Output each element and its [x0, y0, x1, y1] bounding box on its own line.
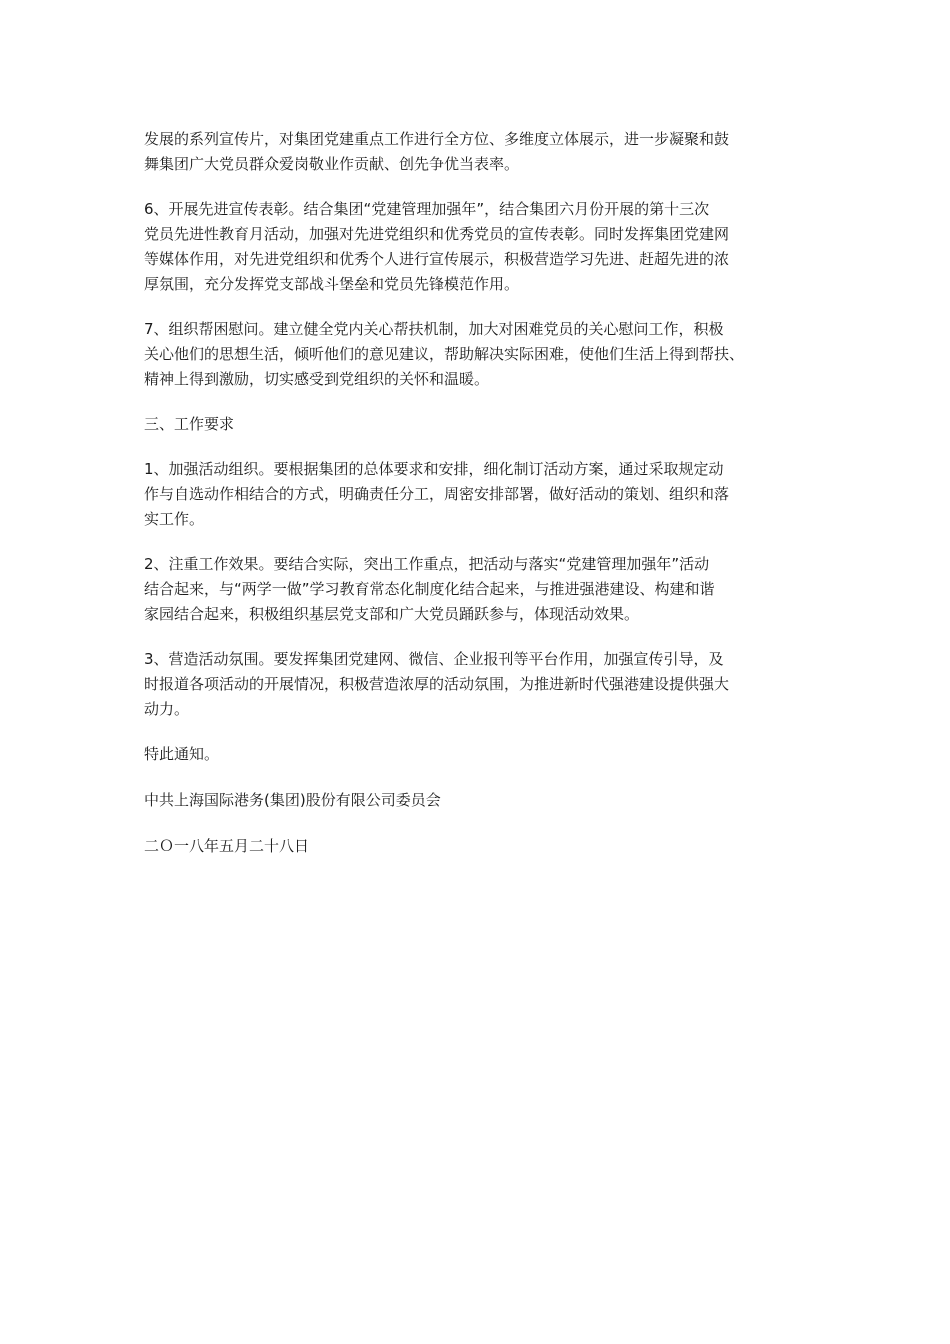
- text-line: 精神上得到激励，切实感受到党组织的关怀和温暖。: [144, 370, 490, 388]
- document-body: [144, 127, 814, 880]
- text-line: 时报道各项活动的开展情况，积极营造浓厚的活动氛围，为推进新时代强港建设提供强大: [144, 675, 730, 693]
- text-line: 结合起来，与“两学一做”学习教育常态化制度化结合起来，与推进强港建设、构建和谐: [144, 580, 715, 598]
- text-line: 动力。: [144, 700, 190, 718]
- text-line: 三、工作要求: [144, 415, 235, 433]
- text-line: 1、加强活动组织。要根据集团的总体要求和安排，细化制订活动方案，通过采取规定动: [144, 460, 724, 478]
- text-line: 6、开展先进宣传表彰。结合集团“党建管理加强年”，结合集团六月份开展的第十三次: [144, 200, 710, 218]
- text-line: 作与自选动作相结合的方式，明确责任分工，周密安排部署，做好活动的策划、组织和落: [144, 485, 730, 503]
- text-line: 发展的系列宣传片，对集团党建重点工作进行全方位、多维度立体展示，进一步凝聚和鼓: [144, 130, 730, 148]
- paragraph-requirement-2: [144, 552, 814, 627]
- section-heading-requirements: [144, 412, 814, 437]
- document-date: 二Ｏ一八年五月二十八日: [144, 837, 310, 855]
- text-line: 关心他们的思想生活，倾听他们的意见建议，帮助解决实际困难，使他们生活上得到帮扶、: [144, 345, 745, 363]
- text-line: 2、注重工作效果。要结合实际，突出工作重点，把活动与落实“党建管理加强年”活动: [144, 555, 710, 573]
- text-line: 党员先进性教育月活动，加强对先进党组织和优秀党员的宣传表彰。同时发挥集团党建网: [144, 225, 730, 243]
- closing-notice: 特此通知。: [144, 745, 220, 763]
- text-line: 等媒体作用，对先进党组织和优秀个人进行宣传展示，积极营造学习先进、赶超先进的浓: [144, 250, 730, 268]
- paragraph-requirement-3: [144, 647, 814, 722]
- signature-organization: 中共上海国际港务(集团)股份有限公司委员会: [144, 791, 441, 809]
- text-line: 舞集团广大党员群众爱岗敬业作贡献、创先争优当表率。: [144, 155, 520, 173]
- paragraph-item-6: [144, 197, 814, 297]
- text-line: 实工作。: [144, 510, 205, 528]
- text-line: 厚氛围，充分发挥党支部战斗堡垒和党员先锋模范作用。: [144, 275, 520, 293]
- text-line: 家园结合起来，积极组织基层党支部和广大党员踊跃参与，体现活动效果。: [144, 605, 640, 623]
- text-line: 7、组织帮困慰问。建立健全党内关心帮扶机制，加大对困难党员的关心慰问工作，积极: [144, 320, 724, 338]
- paragraph-item-7: [144, 317, 814, 392]
- paragraph-promo-series: [144, 127, 814, 177]
- text-line: 3、营造活动氛围。要发挥集团党建网、微信、企业报刊等平台作用，加强宣传引导，及: [144, 650, 724, 668]
- paragraph-requirement-1: [144, 457, 814, 532]
